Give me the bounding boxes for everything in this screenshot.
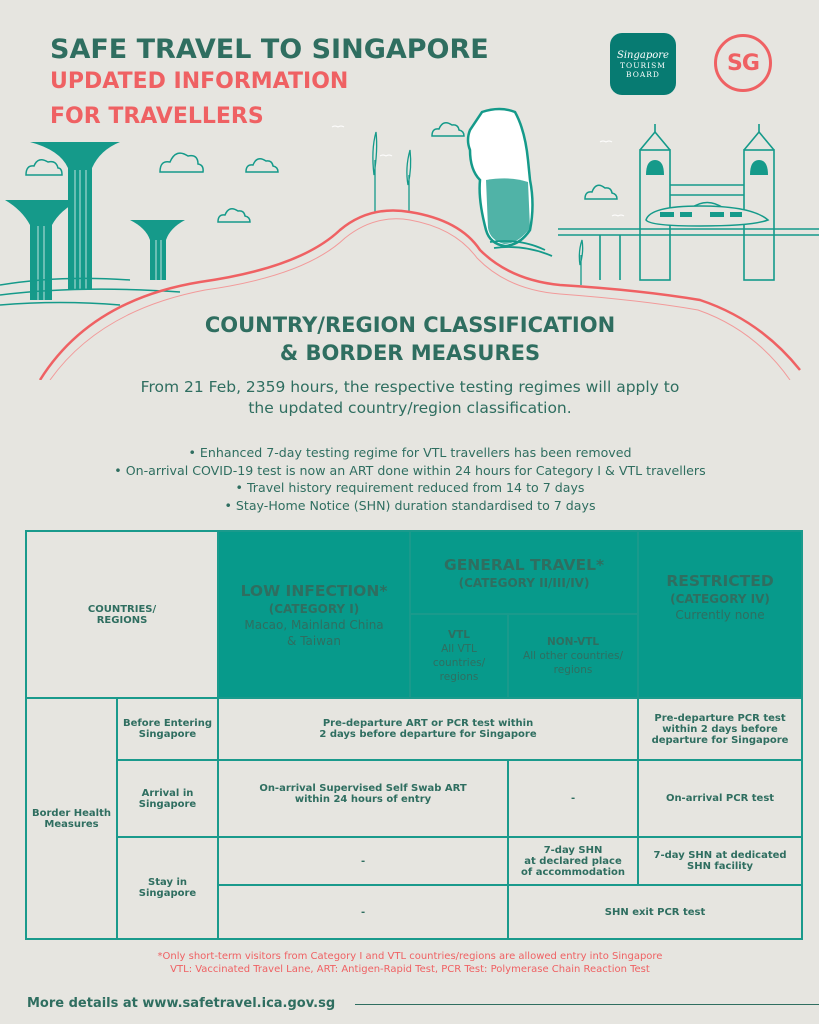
- arrival-label: [117, 760, 218, 837]
- corner-line2: REGIONS: [96, 614, 148, 626]
- stay-shn-low-vtl-cell: -: [218, 837, 508, 885]
- shn-restricted-line1: 7-day SHN at dedicated: [653, 850, 787, 861]
- low-infection-header: [218, 531, 410, 698]
- before-restricted-line3: departure for Singapore: [651, 734, 789, 746]
- stay-shn-restricted-cell: [638, 837, 802, 885]
- bridge-towers-icon: [558, 124, 819, 280]
- section-title-line2: & BORDER MEASURES: [279, 341, 541, 365]
- arrival-low-vtl-cell: [218, 760, 508, 837]
- low-infection-title: LOW INFECTION*: [240, 581, 388, 600]
- shn-nonvtl-line2: at declared place: [524, 855, 622, 867]
- arrival-label-line2: Singapore: [138, 798, 197, 810]
- intro-text: [60, 377, 760, 419]
- bullet-list: [40, 444, 780, 514]
- before-restricted-line1: Pre-departure PCR test: [654, 712, 786, 724]
- footnote-line1: *Only short-term visitors from Category I and VTL countries/regions are allowed entry into Singapore: [157, 951, 663, 962]
- shn-restricted-line2: SHN facility: [687, 861, 754, 872]
- stay-label-line2: Singapore: [138, 888, 197, 899]
- corner-line1: COUNTRIES/: [87, 603, 157, 615]
- before-restricted-line2: within 2 days before: [662, 723, 778, 735]
- non-vtl-line1: All other countries/: [523, 650, 624, 662]
- countries-regions-header: [26, 531, 218, 698]
- intro-line1: From 21 Feb, 2359 hours, the respective testing regimes will apply to: [140, 378, 680, 396]
- restricted-header: [638, 531, 802, 698]
- border-health-measures-label: [26, 698, 117, 939]
- shn-nonvtl-line3: of accommodation: [521, 866, 626, 878]
- low-infection-desc-line1: Macao, Mainland China: [244, 617, 384, 632]
- before-general-line1: Pre-departure ART or PCR test within: [322, 718, 534, 729]
- vtl-line2: countries/: [432, 657, 486, 669]
- arrival-nonvtl-cell: -: [508, 760, 638, 837]
- border-health-line2: Measures: [44, 818, 99, 830]
- stay-exit-rest-cell: SHN exit PCR test: [508, 885, 802, 939]
- stay-exit-low-vtl-cell: -: [218, 885, 508, 939]
- bullet-item: • On-arrival COVID-19 test is now an ART done within 24 hours for Category I & VTL travellers: [114, 462, 706, 478]
- arrival-low-vtl-line2: within 24 hours of entry: [294, 793, 432, 805]
- shn-nonvtl-line1: 7-day SHN: [543, 844, 603, 856]
- section-title: [60, 311, 760, 367]
- monorail-icon: [646, 206, 768, 226]
- stay-shn-nonvtl-cell: [508, 837, 638, 885]
- before-label-line2: Singapore: [138, 729, 197, 740]
- vtl-title: VTL: [448, 629, 470, 641]
- section-title-line1: COUNTRY/REGION CLASSIFICATION: [204, 313, 616, 337]
- footnote-line2: VTL: Vaccinated Travel Lane, ART: Antigen-Rapid Test, PCR Test: Polymerase Chain Reaction Test: [170, 964, 650, 975]
- stay-label: [117, 837, 218, 939]
- restricted-category: (CATEGORY IV): [670, 591, 770, 606]
- stb-logo-line2: BOARD: [626, 69, 660, 79]
- restricted-desc: Currently none: [675, 607, 765, 622]
- non-vtl-line2: regions: [553, 664, 593, 676]
- vtl-header: [410, 614, 508, 698]
- intro-line2: the updated country/region classification.: [248, 399, 572, 417]
- before-restricted-cell: [638, 698, 802, 760]
- bullet-item: • Stay-Home Notice (SHN) duration standardised to 7 days: [224, 497, 596, 513]
- general-travel-header: [410, 531, 638, 614]
- more-details-link[interactable]: More details at www.safetravel.ica.gov.sg: [27, 996, 336, 1011]
- singapore-tourism-board-logo: [610, 33, 676, 95]
- arrival-restricted-cell: On-arrival PCR test: [638, 760, 802, 837]
- before-general-line2: 2 days before departure for Singapore: [319, 729, 537, 740]
- vtl-line1: All VTL: [441, 643, 477, 655]
- bullet-item: • Travel history requirement reduced from 14 to 7 days: [235, 480, 585, 495]
- general-travel-title: GENERAL TRAVEL*: [443, 555, 605, 574]
- stay-label-line1: Stay in: [148, 877, 187, 888]
- arrival-low-vtl-line1: On-arrival Supervised Self Swab ART: [259, 782, 467, 794]
- border-health-line1: Border Health: [31, 807, 111, 819]
- general-travel-category: (CATEGORY II/III/IV): [458, 575, 590, 590]
- before-label-line1: Before Entering: [123, 718, 212, 729]
- non-vtl-header: [508, 614, 638, 698]
- stb-logo-script: Singapore: [617, 49, 669, 61]
- arrival-label-line1: Arrival in: [141, 787, 194, 799]
- before-general-cell: [218, 698, 638, 760]
- page-title: SAFE TRAVEL TO SINGAPORE: [50, 34, 489, 65]
- vtl-line3: regions: [439, 671, 479, 683]
- before-entering-label: [117, 698, 218, 760]
- page-subtitle-line1: UPDATED INFORMATION: [50, 69, 349, 94]
- stb-logo-line1: TOURISM: [620, 60, 666, 70]
- merlion-icon: [468, 109, 552, 256]
- restricted-title: RESTRICTED: [666, 571, 774, 590]
- low-infection-desc-line2: & Taiwan: [287, 633, 341, 648]
- bullet-item: • Enhanced 7-day testing regime for VTL travellers has been removed: [188, 445, 632, 460]
- non-vtl-title: NON-VTL: [546, 636, 600, 648]
- classification-table: [25, 530, 803, 940]
- footer-divider: [355, 1004, 819, 1005]
- low-infection-category: (CATEGORY I): [268, 601, 360, 616]
- page-subtitle-line2: FOR TRAVELLERS: [50, 104, 264, 129]
- footnote: [40, 950, 780, 976]
- sg-logo: SG: [714, 34, 772, 92]
